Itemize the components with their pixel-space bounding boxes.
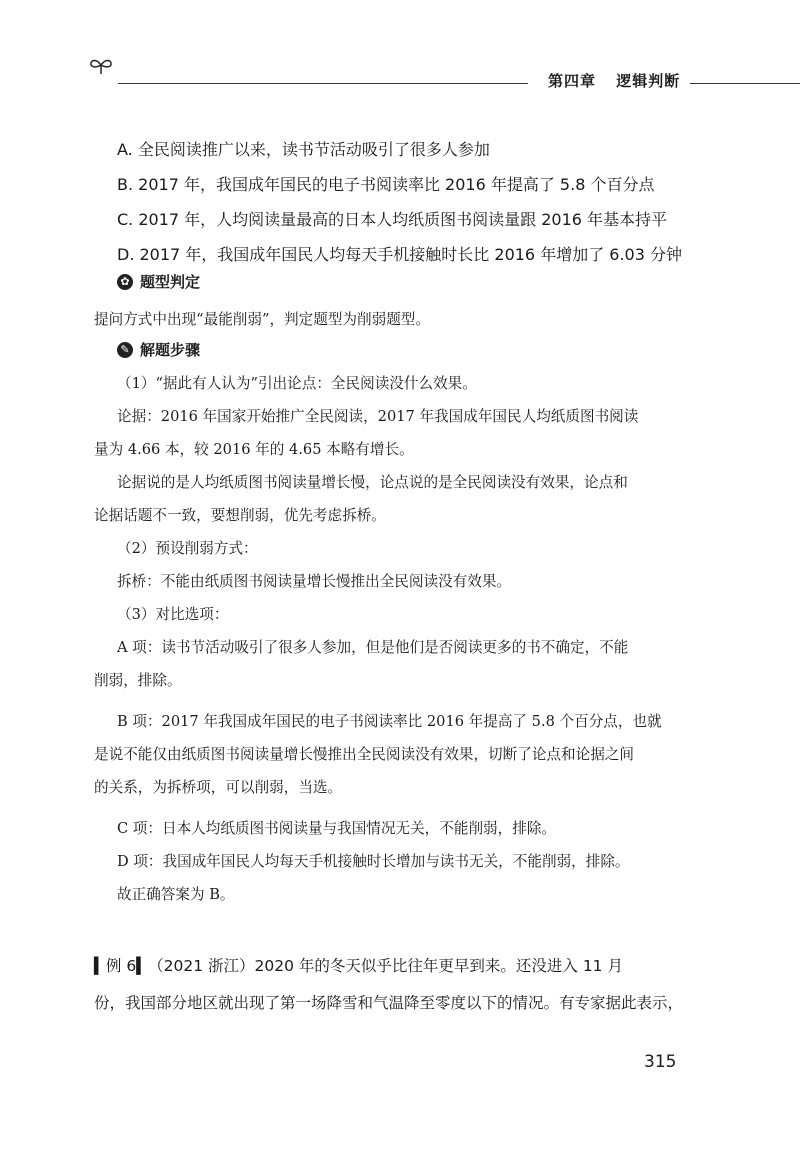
step-line: （3）对比选项： [117, 606, 229, 623]
step-line: 拆桥：不能由纸质图书阅读量增长慢推出全民阅读没有效果。 [117, 573, 512, 590]
page-header [0, 0, 800, 100]
option-b: B. 2017 年，我国成年国民的电子书阅读率比 2016 年提高了 5.8 个百分点 [117, 175, 655, 194]
type-text: 提问方式中出现“最能削弱”，判定题型为削弱题型。 [94, 311, 430, 328]
example-text: （2021 浙江）2020 年的冬天似乎比往年更早到来。还没进入 11 月 [148, 957, 623, 975]
section-title: 解题步骤 [140, 341, 201, 359]
step-line: A 项：读书节活动吸引了很多人参加，但是他们是否阅读更多的书不确定，不能 [117, 639, 629, 656]
step-line: 故正确答案为 B。 [117, 886, 235, 903]
label-bar-icon: ▍ [136, 957, 149, 975]
step-line: C 项：日本人均纸质图书阅读量与我国情况无关，不能削弱，排除。 [117, 820, 557, 837]
section-title: 题型判定 [140, 273, 201, 291]
step-line: D 项：我国成年国民人均每天手机接触时长增加与读书无关，不能削弱，排除。 [117, 853, 630, 870]
step-line: （1）“据此有人认为”引出论点：全民阅读没什么效果。 [117, 375, 477, 392]
gear-icon: ✿ [117, 274, 133, 290]
header-rule-right [690, 83, 800, 84]
option-d: D. 2017 年，我国成年国民人均每天手机接触时长比 2016 年增加了 6.03 分钟 [117, 245, 682, 264]
answer-options [117, 132, 737, 272]
example-question [94, 948, 700, 1022]
step-line: B 项：2017 年我国成年国民的电子书阅读率比 2016 年提高了 5.8 个百分点，也就 [117, 713, 662, 730]
example-label: 例 6 [105, 957, 137, 975]
section-heading-steps [117, 339, 200, 360]
option-a: A. 全民阅读推广以来，读书节活动吸引了很多人参加 [117, 140, 490, 159]
step-line: 的关系，为拆桥项，可以削弱，当选。 [94, 779, 343, 796]
example-line-1 [94, 948, 700, 985]
step-line: 论据说的是人均纸质图书阅读量增长慢，论点说的是全民阅读没有效果，论点和 [117, 474, 628, 491]
header-rule-left [118, 83, 528, 84]
chapter-title: 逻辑判断 [616, 72, 681, 90]
step-line: 论据话题不一致，要想削弱，优先考虑拆桥。 [94, 507, 386, 524]
step-line: 量为 4.66 本，较 2016 年的 4.65 本略有增长。 [94, 441, 414, 458]
pen-icon: ✎ [117, 342, 133, 358]
step-line: （2）预设削弱方式： [117, 540, 258, 557]
page-number: 315 [644, 1052, 677, 1072]
step-line: 是说不能仅由纸质图书阅读量增长慢推出全民阅读没有效果，切断了论点和论据之间 [94, 746, 634, 763]
running-head [548, 70, 680, 91]
step-line: 论据：2016 年国家开始推广全民阅读，2017 年我国成年国民人均纸质图书阅读 [117, 408, 639, 425]
section-heading-type [117, 271, 200, 292]
step-line: 削弱，排除。 [94, 672, 182, 689]
example-line-2: 份，我国部分地区就出现了第一场降雪和气温降至零度以下的情况。有专家据此表示， [94, 994, 684, 1012]
sprout-icon [88, 56, 114, 76]
label-bar-icon: ▍ [94, 957, 106, 975]
option-c: C. 2017 年，人均阅读量最高的日本人均纸质图书阅读量跟 2016 年基本持平 [117, 210, 668, 229]
chapter-label: 第四章 [548, 72, 597, 90]
